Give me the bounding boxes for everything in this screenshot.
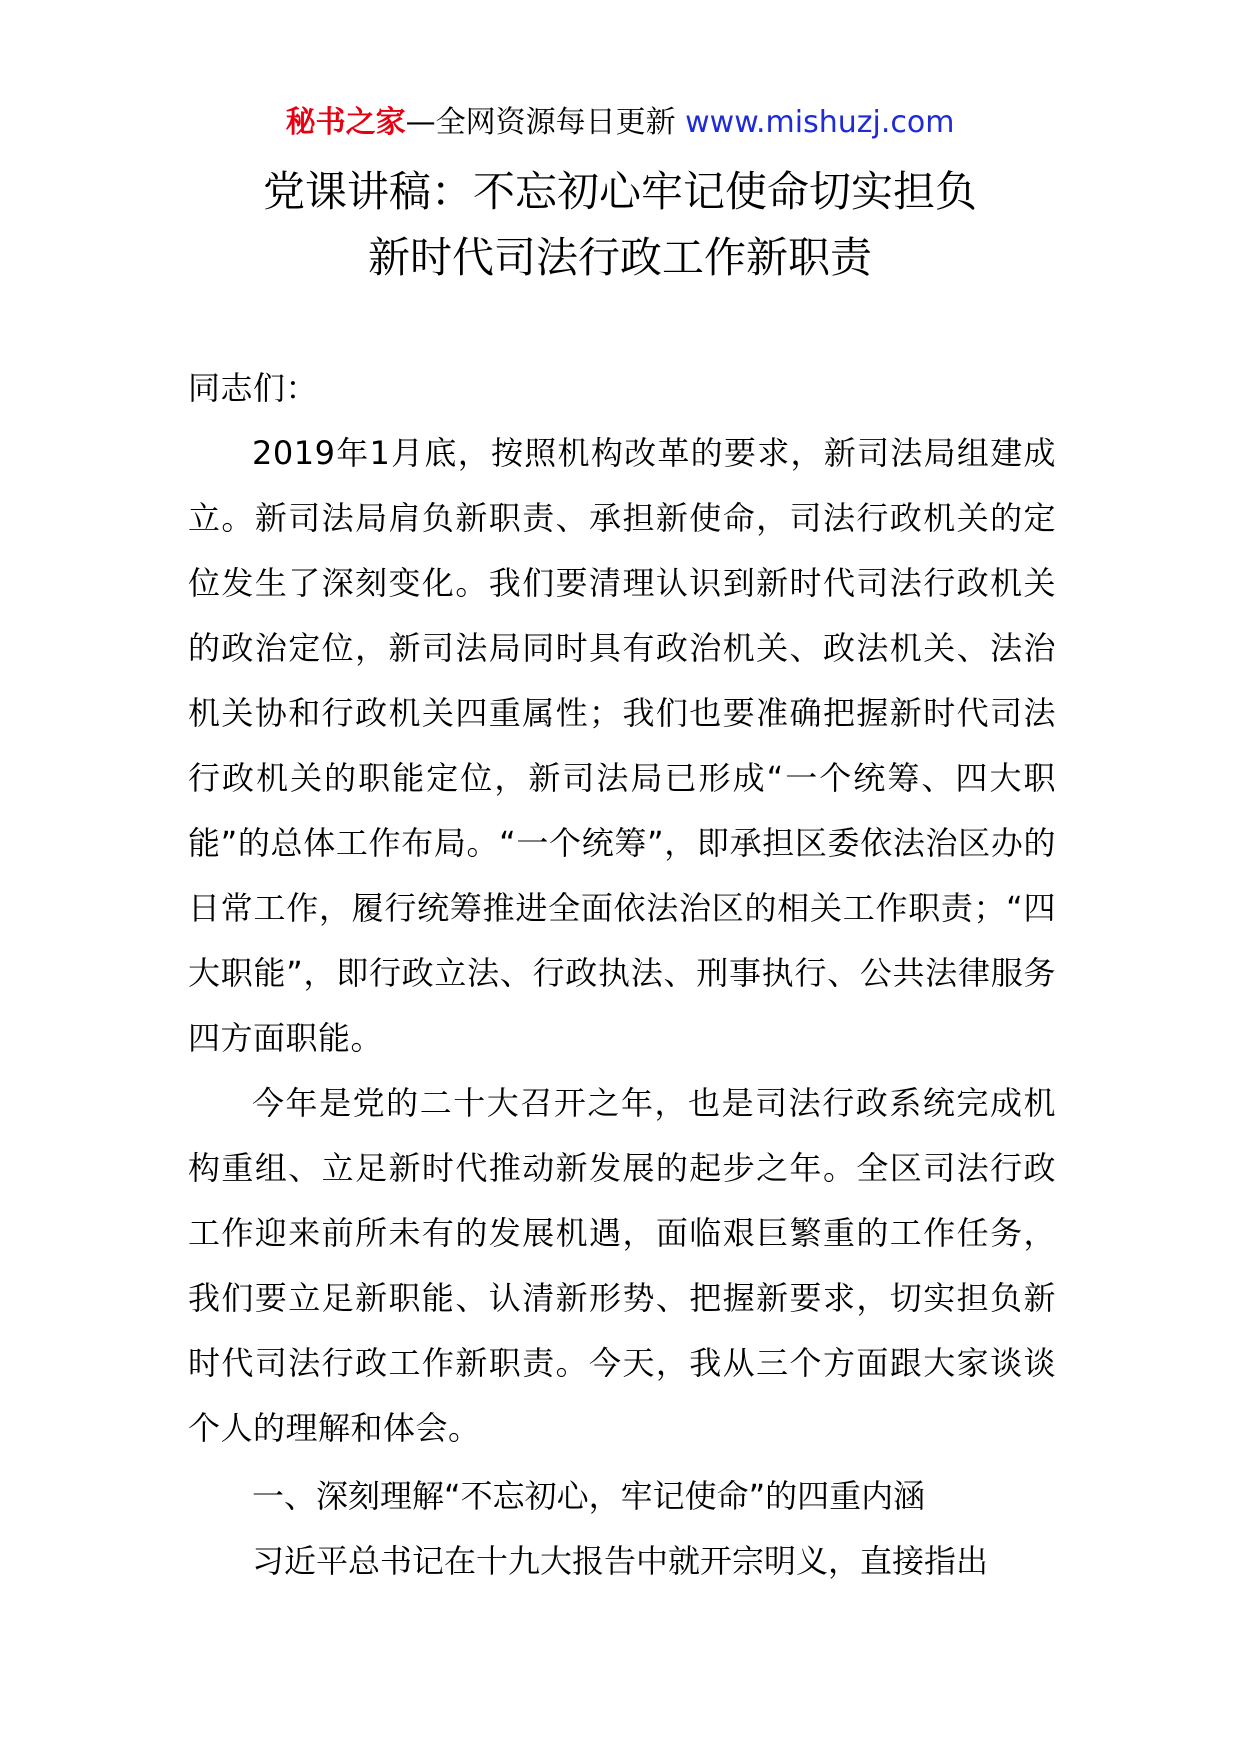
site-url-link[interactable]: www.mishuzj.com [685, 105, 955, 140]
body-paragraphs [188, 421, 1056, 1461]
document-title-line-1: 党课讲稿：不忘初心牢记使命切实担负 [262, 167, 977, 216]
paragraph-3-start: 习近平总书记在十九大报告中就开宗明义，直接指出 [252, 1542, 989, 1580]
paragraph-1: 2019年1月底，按照机构改革的要求，新司法局组建成立。新司法局肩负新职责、承担新使命，司法行政机关的定位发生了深刻变化。我们要清理认识到新时代司法行政机关的政治定位，新司法局同时具有政治机关、政法机关、法治机关协和行政机关四重属性；我们也要准确把握新时代司法行政机关的职能定位，新司法局已形成“一个统筹、四大职能”的总体工作布局。“一个统筹”，即承担区委依法治区办的日常工作，履行统筹推进全面依法治区的相关工作职责；“四大职能”，即行政立法、行政执法、刑事执行、公共法律服务四方面职能。 [188, 434, 1056, 1057]
section-heading-1: 一、深刻理解“不忘初心，牢记使命”的四重内涵 [252, 1477, 926, 1515]
brand-name: 秘书之家 [285, 105, 406, 140]
document-title-line-2: 新时代司法行政工作新职责 [367, 233, 872, 282]
salutation: 同志们： [188, 369, 319, 407]
site-header [0, 100, 1240, 146]
paragraph-2: 今年是党的二十大召开之年，也是司法行政系统完成机构重组、立足新时代推动新发展的起步之年。全区司法行政工作迎来前所未有的发展机遇，面临艰巨繁重的工作任务，我们要立足新职能、认清新形势、把握新要求，切实担负新时代司法行政工作新职责。今天，我从三个方面跟大家谈谈个人的理解和体会。 [188, 1084, 1056, 1447]
header-tagline: —全网资源每日更新 [405, 105, 686, 140]
